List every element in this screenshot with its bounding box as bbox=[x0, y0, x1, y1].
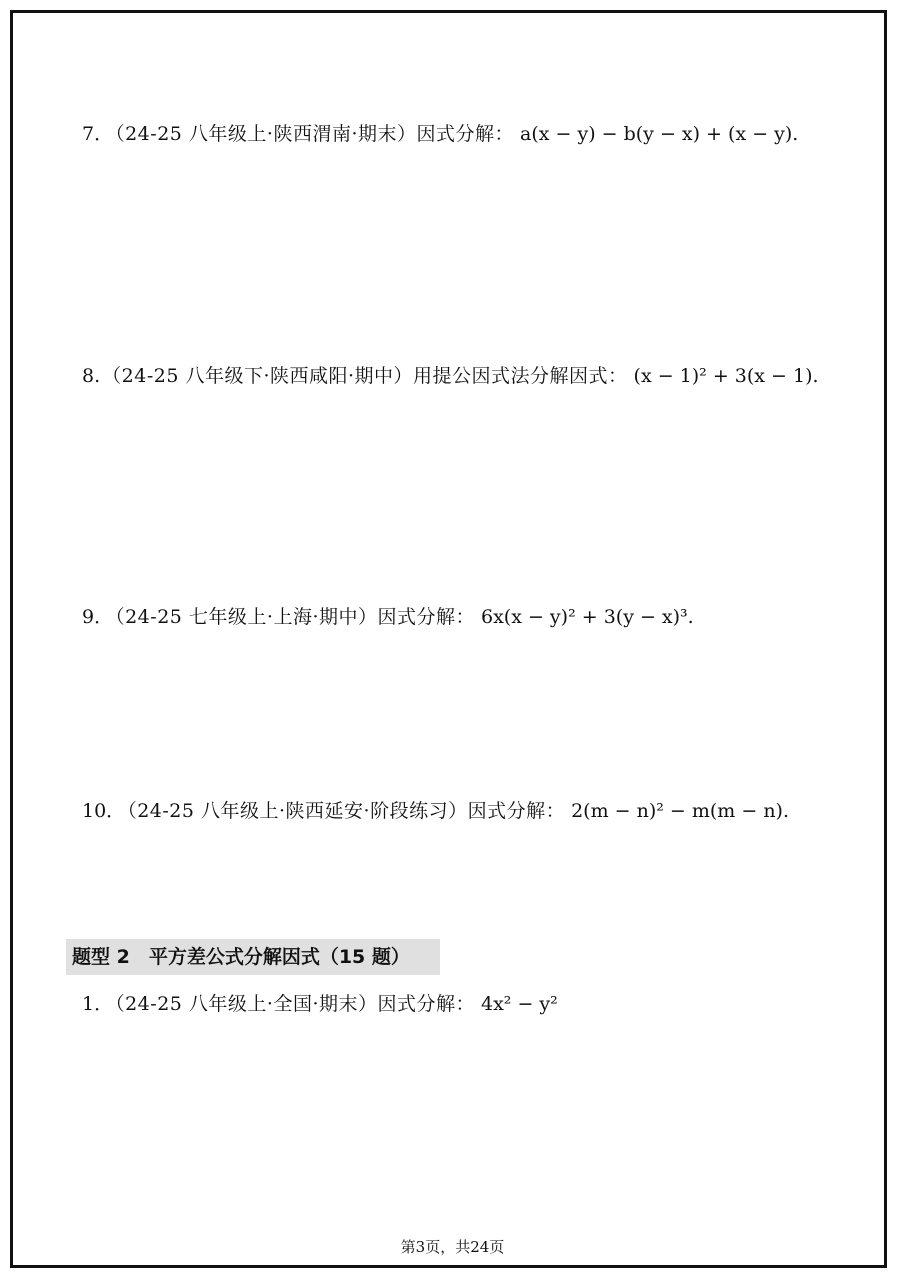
question-expression: 4x² − y² bbox=[481, 993, 558, 1015]
page-footer: 第3页，共24页 bbox=[400, 1238, 505, 1256]
question-10 bbox=[82, 798, 789, 824]
question-9 bbox=[82, 604, 694, 630]
question-source: （24-25 八年级上·陕西渭南·期末）因式分解： bbox=[115, 123, 514, 145]
section-question-1 bbox=[82, 991, 558, 1017]
question-source: （24-25 八年级下·陕西咸阳·期中）用提公因式法分解因式： bbox=[102, 365, 628, 387]
question-source: （24-25 七年级上·上海·期中）因式分解： bbox=[115, 606, 475, 628]
question-number: 8. bbox=[82, 365, 101, 387]
question-expression: 2(m − n)² − m(m − n). bbox=[571, 800, 790, 822]
question-expression: a(x − y) − b(y − x) + (x − y). bbox=[520, 123, 799, 145]
question-expression: 6x(x − y)² + 3(y − x)³. bbox=[481, 606, 694, 628]
question-7 bbox=[82, 121, 798, 147]
question-number: 10． bbox=[82, 800, 126, 822]
question-8 bbox=[82, 363, 819, 389]
question-expression: (x − 1)² + 3(x − 1). bbox=[633, 365, 819, 387]
section-title: 题型 2 平方差公式分解因式（15 题） bbox=[72, 946, 410, 968]
question-source: （24-25 八年级上·全国·期末）因式分解： bbox=[115, 993, 475, 1015]
question-source: （24-25 八年级上·陕西延安·阶段练习）因式分解： bbox=[127, 800, 566, 822]
page-border bbox=[10, 10, 887, 1268]
section-header bbox=[66, 939, 440, 975]
question-number: 9． bbox=[82, 606, 114, 628]
question-number: 7． bbox=[82, 123, 114, 145]
question-number: 1． bbox=[82, 993, 114, 1015]
